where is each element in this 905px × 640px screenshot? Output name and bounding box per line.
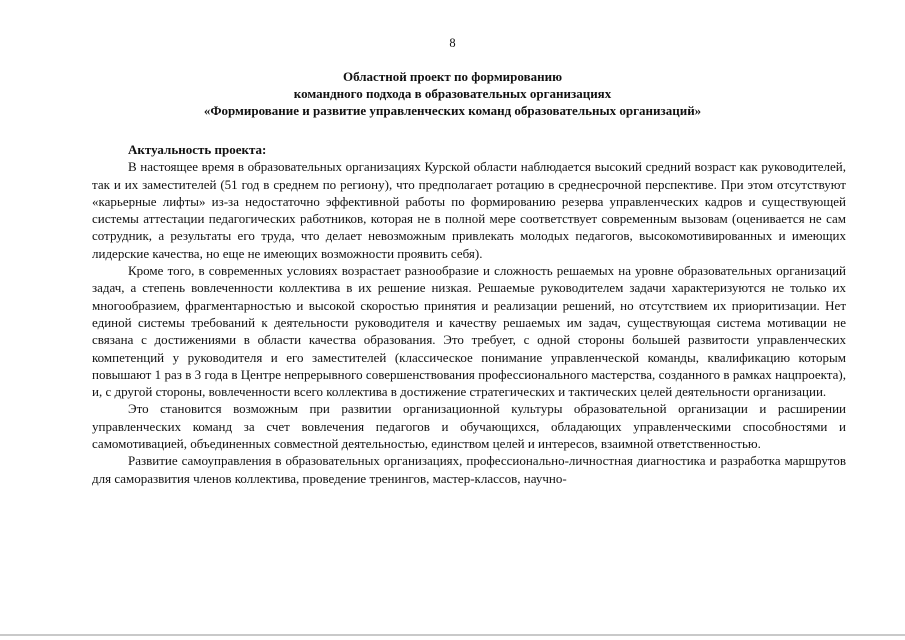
page-number: 8 — [449, 36, 456, 50]
document-title — [0, 68, 905, 119]
scan-edge-divider — [0, 634, 905, 636]
title-line-2: командного подхода в образовательных организациях — [293, 86, 612, 101]
title-line-1: Областной проект по формированию — [342, 69, 563, 84]
paragraph-2: Кроме того, в современных условиях возрастает разнообразие и сложность решаемых на уровне образовательных организаций задач, а степень вовлеченности коллектива в их решение низкая. Решаемые руководителем задачи характеризуются не только их многообразием, фрагментарностью и высокой скоростью принятия и реализации решений, но отсутствием их приоритизации. Нет единой системы требований к деятельности руководителя и качеству решаемых им задач, существующая система мотивации не связана с достижениями в области качества образования. Это требует, с одной стороны большей развитости управленческих компетенций у руководителя и его заместителей (классическое понимание управленческой команды, квалификацию которым повышают 1 раз в 3 года в Центре непрерывного совершенствования профессионального мастерства, созданного в рамках нацпроекта), и, с другой стороны, вовлеченности всего коллектива в достижение стратегических и тактических целей деятельности организации. — [92, 263, 846, 400]
document-body — [92, 141, 846, 487]
paragraph-3: Это становится возможным при развитии организационной культуры образовательной организации и расширении управленческих команд за счет вовлечения педагогов и обучающихся, обладающих управленческими способностями и самомотивацией, объединенных совместной деятельностью, единством целей и интересов, взаимной ответственностью. — [92, 401, 846, 452]
title-line-3: «Формирование и развитие управленческих команд образовательных организаций» — [203, 103, 702, 118]
paragraph-4: Развитие самоуправления в образовательных организациях, профессионально-личностная диагностика и разработка маршрутов для саморазвития членов коллектива, проведение тренингов, мастер-классов, научно- — [92, 453, 846, 486]
section-heading: Актуальность проекта: — [128, 142, 267, 157]
paragraph-1: В настоящее время в образовательных организациях Курской области наблюдается высокий средний возраст как руководителей, так и их заместителей (51 год в среднем по региону), что предполагает ротацию в среднесрочной перспективе. При этом отсутствуют «карьерные лифты» из-за недостаточно эффективной работы по формированию резерва управленческих кадров и существующей системы аттестации педагогических работников, которая не в полной мере соответствует современным вызовам (оценивается не сам сотрудник, а результаты его труда, что делает невозможным привлекать молодых педагогов, высокомотивированных и имеющих лидерские качества, но еще не имеющих возможности проявить себя). — [92, 159, 846, 261]
